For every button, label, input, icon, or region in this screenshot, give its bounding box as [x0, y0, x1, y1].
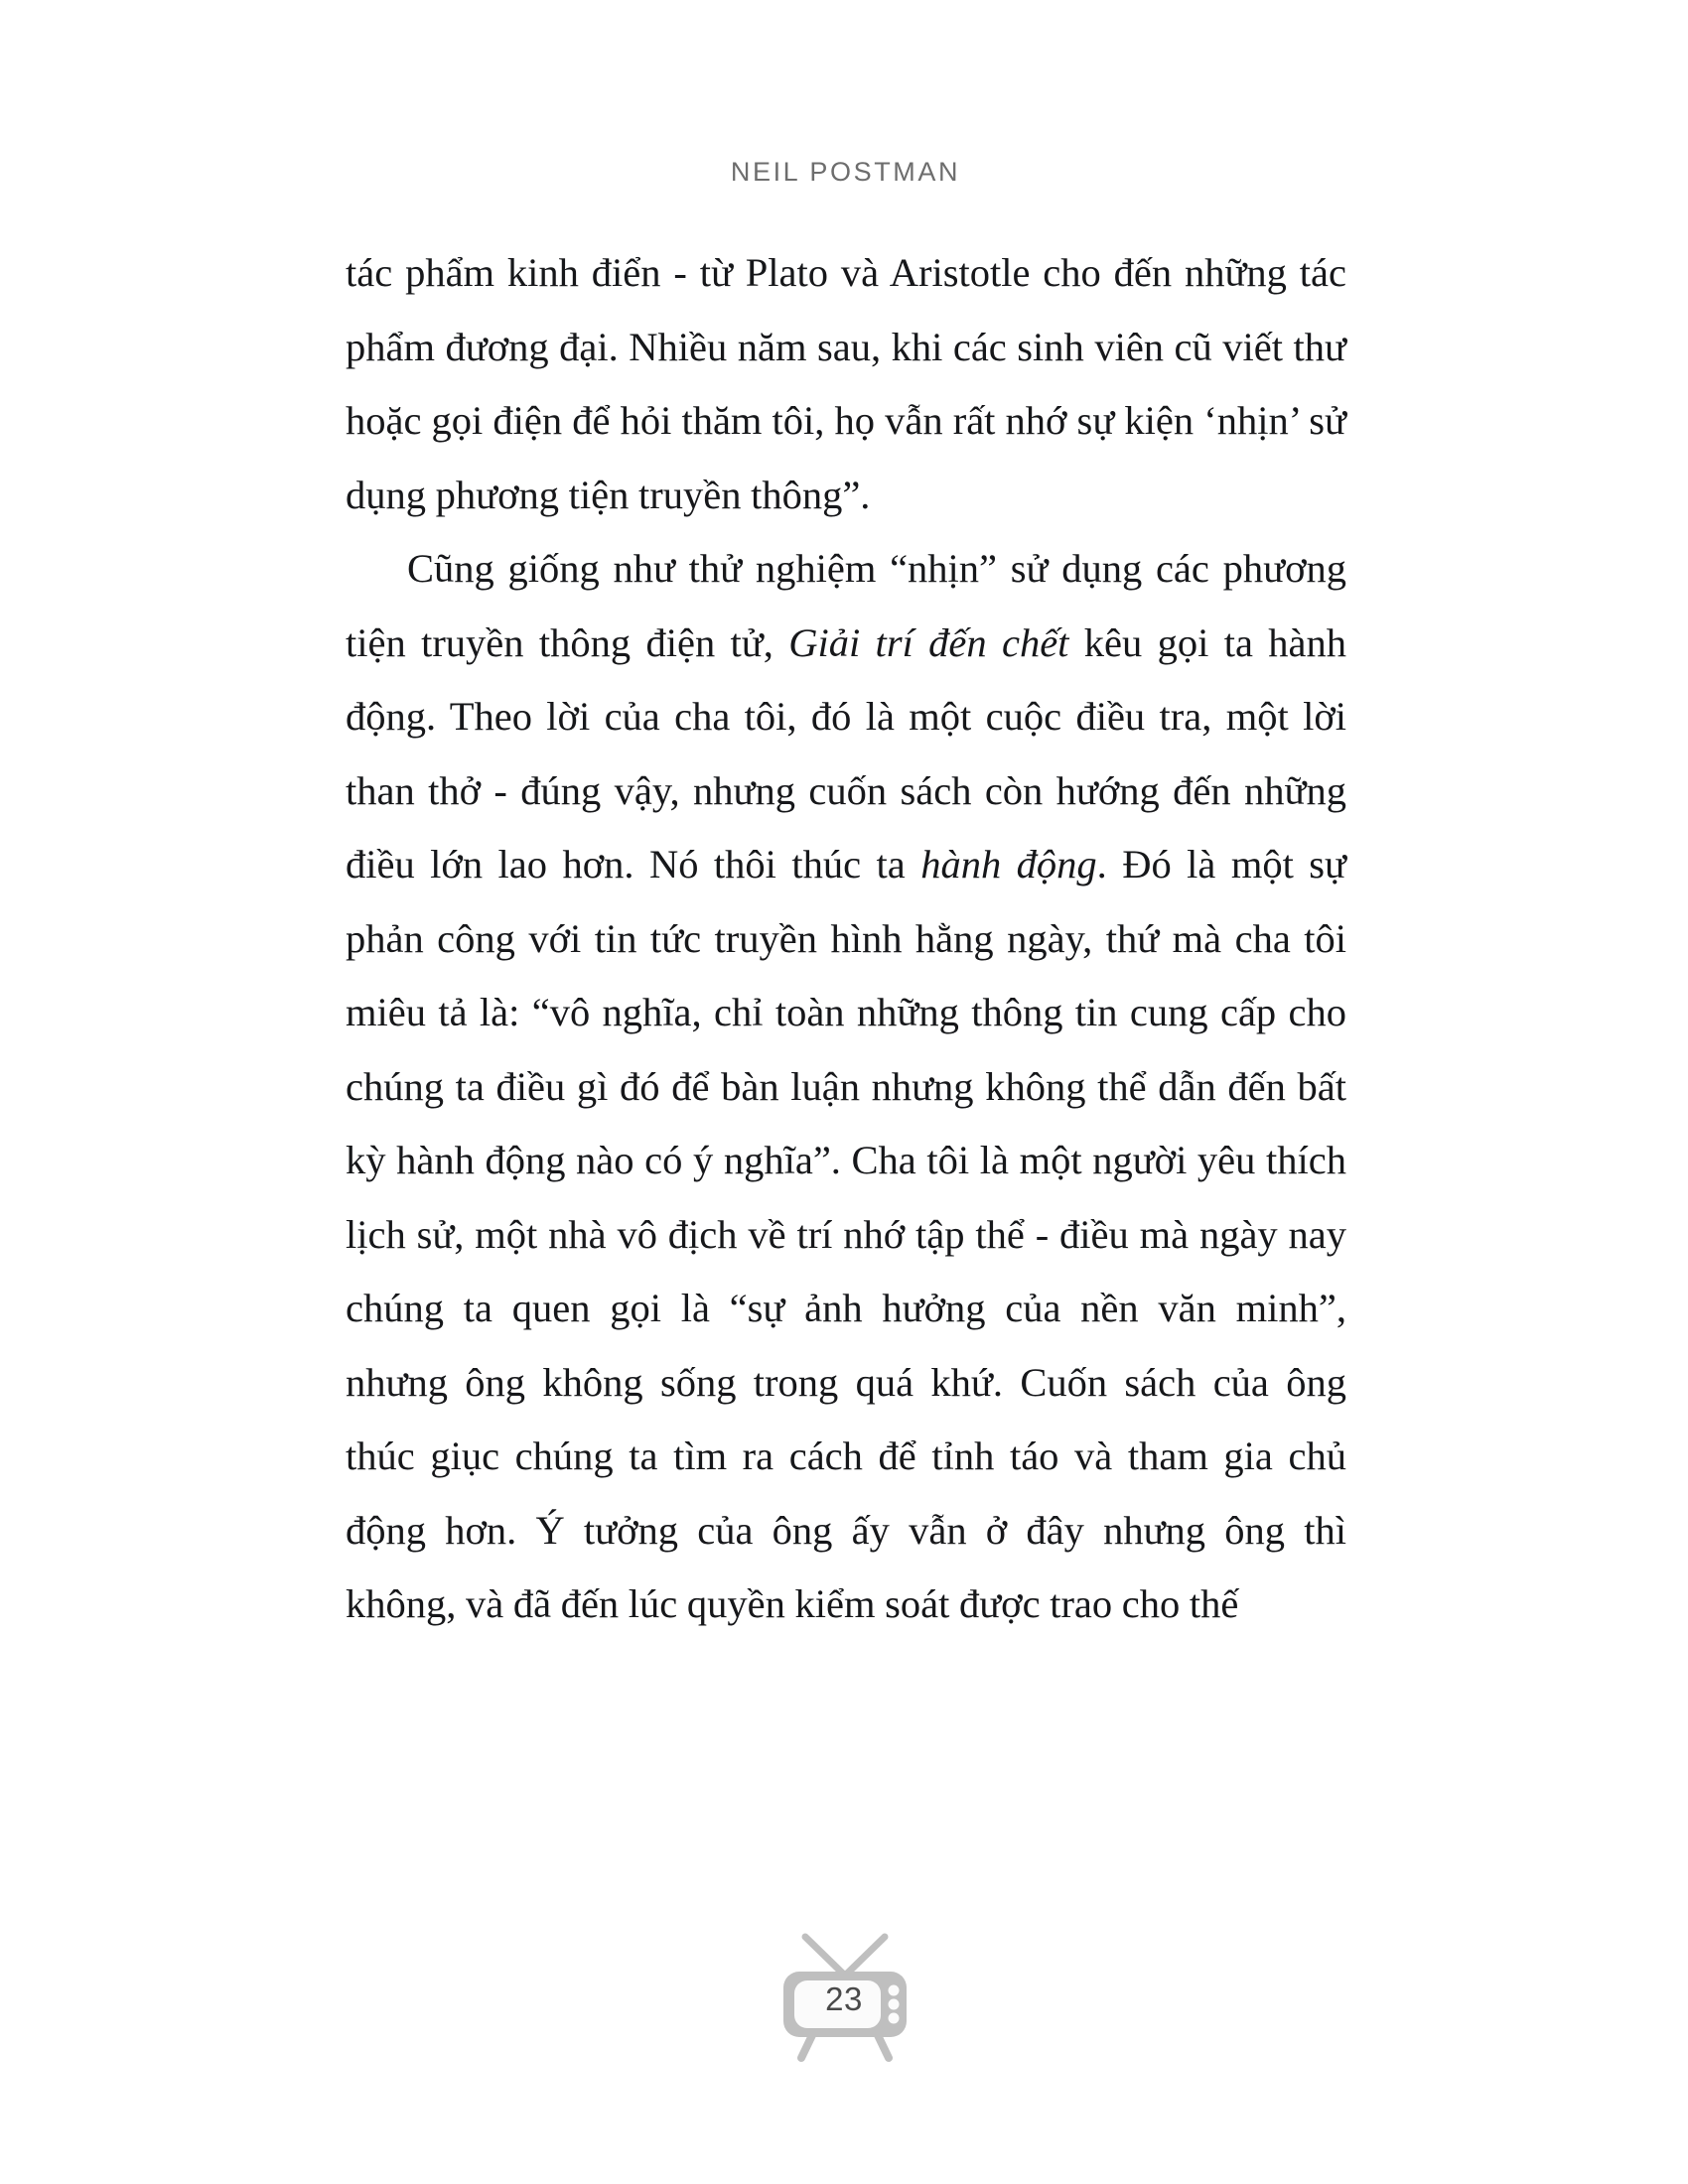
- paragraph-2-segment-3: . Đó là một sự phản công với tin tức truyền hình hằng ngày, thứ mà cha tôi miêu tả là: “vô nghĩa, chỉ toàn những thông tin cung cấp cho chúng ta điều gì đó để bàn luận nhưng không thể dẫn đến bất kỳ hành động nào có ý nghĩa”. Cha tôi là một người yêu thích lịch sử, một nhà vô địch về trí nhớ tập thể - điều mà ngày nay chúng ta quen gọi là “sự ảnh hưởng của nền văn minh”, nhưng ông không sống trong quá khứ. Cuốn sách của ông thúc giục chúng ta tìm ra cách để tỉnh táo và tham gia chủ động hơn. Ý tưởng của ông ấy vẫn ở đây nhưng ông thì không, và đã đến lúc quyền kiểm soát được trao cho thế: [346, 842, 1347, 1626]
- paragraph-1: [346, 236, 1346, 532]
- running-head: NEIL POSTMAN: [730, 157, 961, 187]
- paragraph-2: [346, 532, 1346, 1642]
- book-title-italic: Giải trí đến chết: [788, 619, 1069, 665]
- emphasis-italic: hành động: [920, 842, 1097, 887]
- retro-television-icon: [770, 1931, 918, 2065]
- paragraph-2-segment-1: Cũng giống như thử nghiệm “nhịn” sử dụng các phương tiện truyền thông điện tử,: [346, 546, 1346, 665]
- paragraph-1-text: tác phẩm kinh điển - từ Plato và Aristotle cho đến những tác phẩm đương đại. Nhiều năm sau, khi các sinh viên cũ viết thư hoặc gọi điện để hỏi thăm tôi, họ vẫn rất nhớ sự kiện ‘nhịn’ sử dụng phương tiện truyền thông”.: [346, 250, 1346, 517]
- page-number: 23: [825, 1980, 863, 2017]
- body-text-block: [346, 236, 1346, 1642]
- page-footer: [0, 1931, 1688, 2065]
- paragraph-2-segment-2: kêu gọi ta hành động. Theo lời của cha tôi, đó là một cuộc điều tra, một lời than thở - đúng vậy, nhưng cuốn sách còn hướng đến những điều lớn lao hơn. Nó thôi thúc ta: [346, 619, 1346, 887]
